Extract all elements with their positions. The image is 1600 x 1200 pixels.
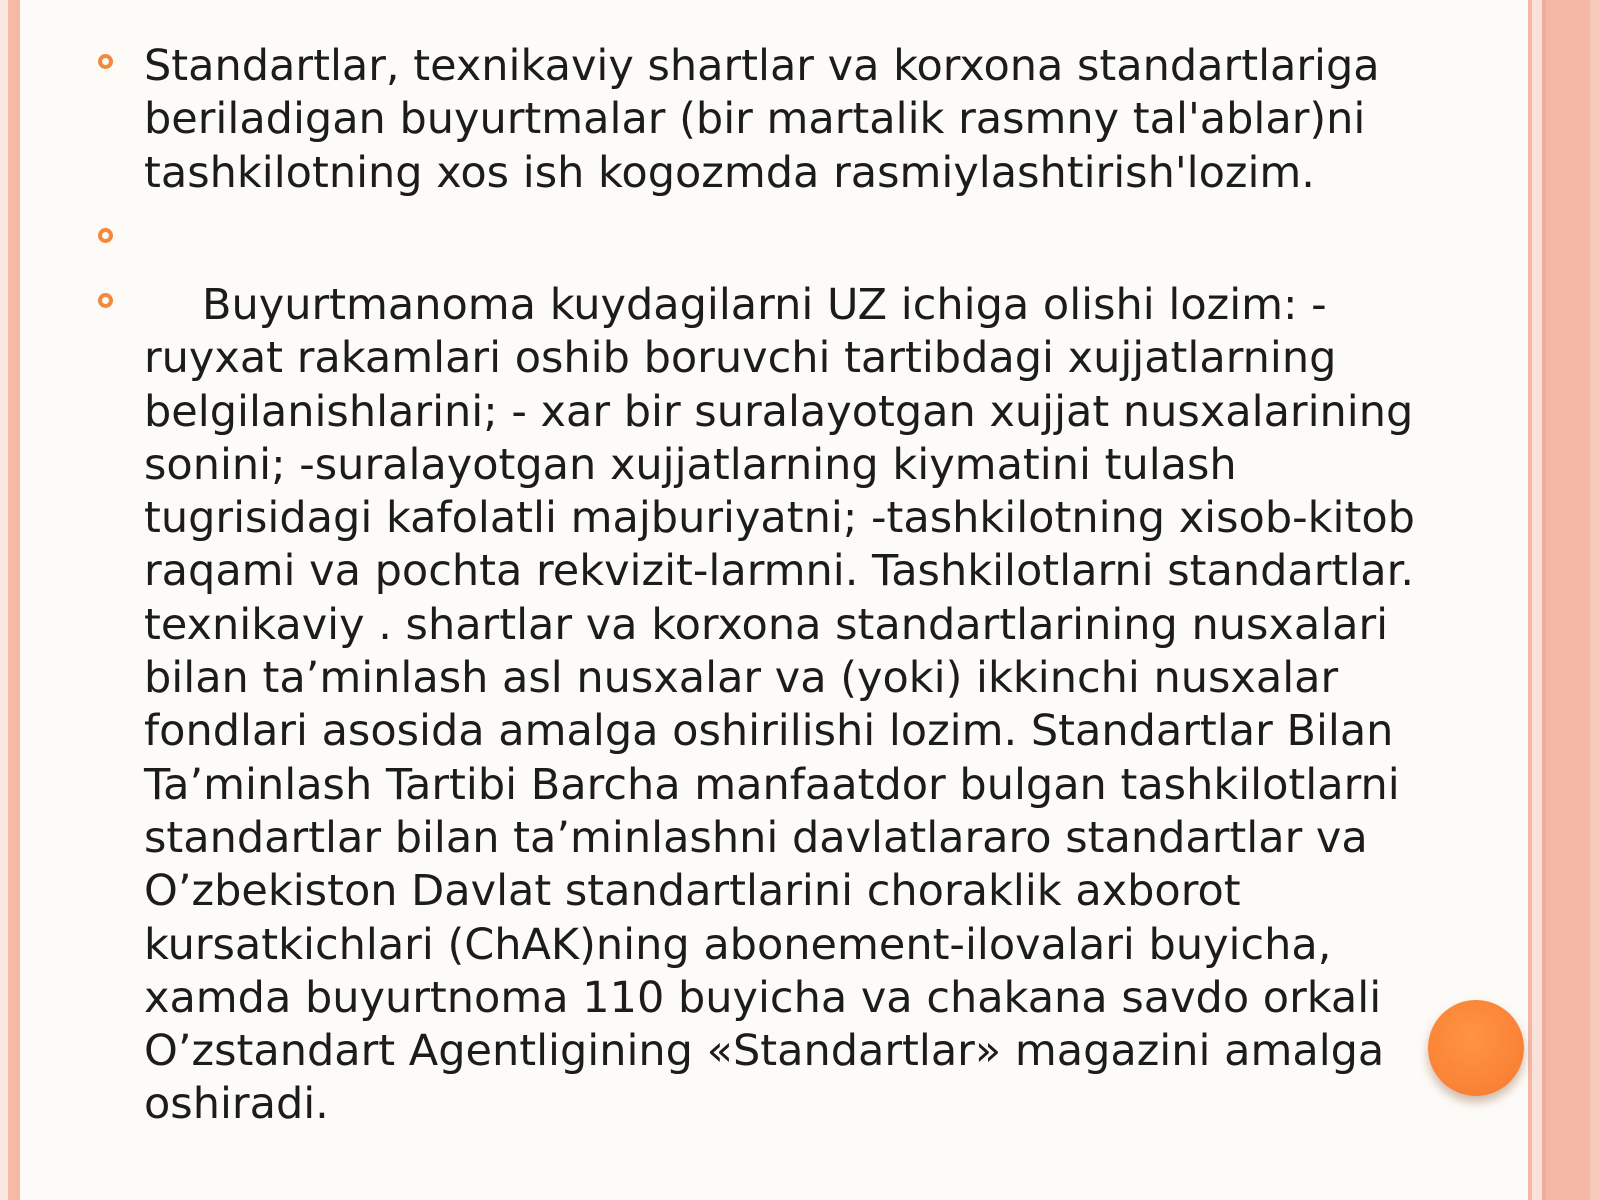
bullet-text-1: Standartlar, texnikaviy shartlar va korxona standartlariga beriladigan buyurtmalar (bir martalik rasmny tal'ablar)ni tashkilotning xos ish kogozmda rasmiylashtirish'lozim.	[144, 41, 1380, 198]
left-decorative-stripe	[8, 0, 20, 1200]
bullet-item-2	[96, 214, 1466, 267]
slide-content	[96, 40, 1466, 1132]
left-decorative-stripe-outer	[0, 0, 8, 1200]
ring-bullet-icon	[98, 228, 113, 243]
bullet-item-1	[96, 40, 1466, 200]
orange-circle-decoration	[1428, 1000, 1524, 1096]
bullet-text-3: Buyurtmanoma kuydagilarni UZ ichiga olishi lozim: - ruyxat rakamlari oshib boruvchi tartibdagi xujjatlarning belgilanishlarini; - xar bir suralayotgan xujjat nusxalarining sonini; -suralayotgan xujjatlarning kiymatini tulash tugrisidagi kafolatli majburiyatni; -tashkilotning xisob-kitob raqami va pochta rekvizit-larmni. Tashkilotlarni standartlar. texnikaviy . shartlar va korxona standartlarining nusxalari bilan ta’minlash asl nusxalar va (yoki) ikkinchi nusxalar fondlari asosida amalga oshirilishi lozim. Standartlar Bilan Ta’minlash Tartibi Barcha manfaatdor bulgan tashkilotlarni standartlar bilan ta’minlashni davlatlararo standartlar va O’zbekiston Davlat standartlarini choraklik axborot kursatkichlari (ChAK)ning abonement-ilovalari buyicha, xamda buyurtnoma 110 buyicha va chakana savdo orkali O’zstandart Agentligining «Standartlar» magazini amalga oshiradi.	[144, 280, 1415, 1130]
right-decorative-edge	[1590, 0, 1600, 1200]
right-decorative-gap	[1532, 0, 1542, 1200]
ring-bullet-icon	[98, 293, 113, 308]
ring-bullet-icon	[98, 54, 113, 69]
bullet-text-3-wrapper	[144, 279, 1466, 1132]
bullet-item-3	[96, 279, 1466, 1132]
